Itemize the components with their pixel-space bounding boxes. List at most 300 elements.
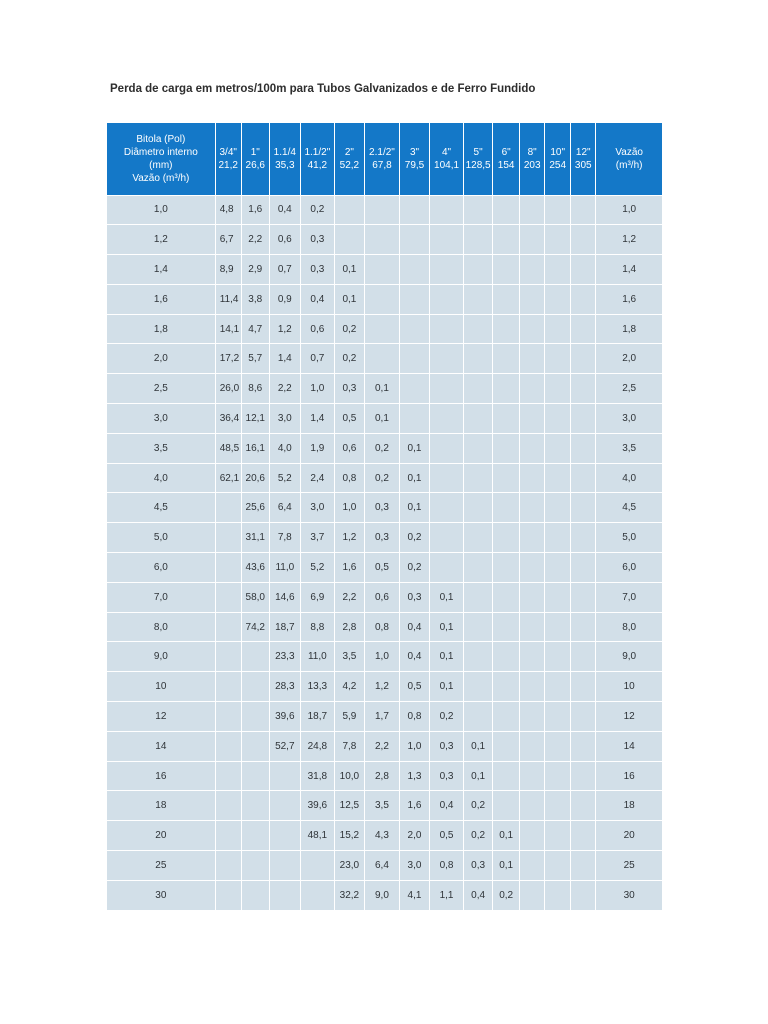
flow-cell-right: 18 xyxy=(596,791,662,821)
flow-cell-right: 8,0 xyxy=(596,612,662,642)
head-loss-cell xyxy=(493,493,520,523)
flow-cell: 6,0 xyxy=(107,553,215,583)
head-loss-cell xyxy=(545,642,571,672)
head-loss-cell: 0,2 xyxy=(464,791,493,821)
head-loss-cell xyxy=(520,702,545,732)
head-loss-cell xyxy=(571,433,596,463)
head-loss-cell xyxy=(399,195,429,225)
flow-cell: 4,0 xyxy=(107,463,215,493)
head-loss-cell: 1,6 xyxy=(241,195,269,225)
head-loss-cell: 1,2 xyxy=(334,523,364,553)
head-loss-cell xyxy=(545,821,571,851)
head-loss-cell xyxy=(215,493,241,523)
head-loss-cell: 0,4 xyxy=(300,284,334,314)
head-loss-cell: 3,0 xyxy=(300,493,334,523)
head-loss-cell: 52,7 xyxy=(269,731,300,761)
table-header-row xyxy=(107,123,662,195)
head-loss-cell: 2,8 xyxy=(364,761,399,791)
head-loss-cell: 4,2 xyxy=(334,672,364,702)
flow-cell-right: 4,5 xyxy=(596,493,662,523)
head-loss-table xyxy=(107,123,662,910)
flow-cell: 8,0 xyxy=(107,612,215,642)
table-row xyxy=(107,761,662,791)
head-loss-cell: 0,6 xyxy=(269,225,300,255)
flow-cell-right: 2,0 xyxy=(596,344,662,374)
head-loss-cell: 14,6 xyxy=(269,582,300,612)
flow-cell-right: 30 xyxy=(596,880,662,910)
head-loss-cell xyxy=(520,255,545,285)
flow-cell-right: 9,0 xyxy=(596,642,662,672)
head-loss-cell xyxy=(571,791,596,821)
header-cell-pipe-size xyxy=(241,123,269,195)
head-loss-cell xyxy=(571,463,596,493)
head-loss-cell xyxy=(520,672,545,702)
head-loss-cell xyxy=(399,344,429,374)
head-loss-cell: 3,7 xyxy=(300,523,334,553)
head-loss-cell: 18,7 xyxy=(269,612,300,642)
head-loss-cell xyxy=(300,880,334,910)
head-loss-cell: 0,2 xyxy=(464,821,493,851)
head-loss-cell xyxy=(520,642,545,672)
header-text: 5" xyxy=(473,146,483,158)
flow-cell-right: 3,5 xyxy=(596,433,662,463)
header-text: Vazão (m³/h) xyxy=(132,172,190,184)
head-loss-cell: 12,5 xyxy=(334,791,364,821)
head-loss-cell xyxy=(520,612,545,642)
header-cell-pipe-size xyxy=(399,123,429,195)
flow-cell: 10 xyxy=(107,672,215,702)
head-loss-cell: 13,3 xyxy=(300,672,334,702)
head-loss-cell xyxy=(493,672,520,702)
head-loss-cell: 32,2 xyxy=(334,880,364,910)
head-loss-cell: 0,3 xyxy=(300,255,334,285)
head-loss-cell xyxy=(215,791,241,821)
head-loss-cell: 0,5 xyxy=(364,553,399,583)
table-body xyxy=(107,195,662,910)
head-loss-cell: 0,5 xyxy=(430,821,464,851)
head-loss-cell xyxy=(430,493,464,523)
head-loss-cell xyxy=(520,463,545,493)
head-loss-cell xyxy=(430,553,464,583)
head-loss-cell xyxy=(493,791,520,821)
head-loss-cell xyxy=(399,284,429,314)
header-text: 6" xyxy=(501,146,511,158)
head-loss-cell: 1,6 xyxy=(334,553,364,583)
head-loss-cell: 0,4 xyxy=(399,612,429,642)
head-loss-cell: 4,0 xyxy=(269,433,300,463)
head-loss-cell: 5,9 xyxy=(334,702,364,732)
head-loss-cell: 1,0 xyxy=(364,642,399,672)
head-loss-cell xyxy=(399,255,429,285)
head-loss-cell xyxy=(520,493,545,523)
head-loss-cell xyxy=(545,374,571,404)
flow-cell-right: 14 xyxy=(596,731,662,761)
head-loss-cell: 5,7 xyxy=(241,344,269,374)
head-loss-cell xyxy=(241,851,269,881)
head-loss-cell: 0,1 xyxy=(399,433,429,463)
table-row xyxy=(107,404,662,434)
table-row xyxy=(107,344,662,374)
head-loss-cell: 0,2 xyxy=(334,344,364,374)
head-loss-cell xyxy=(493,761,520,791)
head-loss-cell xyxy=(215,702,241,732)
head-loss-cell: 1,1 xyxy=(430,880,464,910)
flow-cell: 14 xyxy=(107,731,215,761)
head-loss-cell xyxy=(520,374,545,404)
head-loss-cell: 8,8 xyxy=(300,612,334,642)
head-loss-cell xyxy=(430,284,464,314)
head-loss-cell xyxy=(520,553,545,583)
head-loss-cell: 0,1 xyxy=(464,761,493,791)
head-loss-cell xyxy=(430,523,464,553)
head-loss-cell xyxy=(571,553,596,583)
head-loss-cell xyxy=(241,821,269,851)
header-text: 79,5 xyxy=(404,159,425,171)
head-loss-cell xyxy=(430,404,464,434)
head-loss-cell: 2,2 xyxy=(269,374,300,404)
head-loss-cell xyxy=(241,702,269,732)
head-loss-cell xyxy=(464,225,493,255)
flow-cell-right: 4,0 xyxy=(596,463,662,493)
head-loss-cell xyxy=(364,225,399,255)
head-loss-cell: 48,1 xyxy=(300,821,334,851)
head-loss-cell xyxy=(520,880,545,910)
head-loss-cell xyxy=(520,523,545,553)
flow-cell: 20 xyxy=(107,821,215,851)
head-loss-cell xyxy=(571,612,596,642)
head-loss-cell xyxy=(545,493,571,523)
flow-cell: 2,5 xyxy=(107,374,215,404)
head-loss-cell xyxy=(269,880,300,910)
head-loss-cell: 8,6 xyxy=(241,374,269,404)
head-loss-cell: 0,1 xyxy=(334,255,364,285)
head-loss-cell: 0,9 xyxy=(269,284,300,314)
table-row xyxy=(107,553,662,583)
head-loss-cell: 31,1 xyxy=(241,523,269,553)
head-loss-cell xyxy=(215,612,241,642)
head-loss-cell: 0,3 xyxy=(399,582,429,612)
table-row xyxy=(107,851,662,881)
head-loss-cell xyxy=(571,821,596,851)
table-row xyxy=(107,582,662,612)
header-text: 128,5 xyxy=(465,159,491,171)
head-loss-cell: 1,7 xyxy=(364,702,399,732)
head-loss-cell: 31,8 xyxy=(300,761,334,791)
head-loss-cell: 0,8 xyxy=(364,612,399,642)
head-loss-cell xyxy=(493,463,520,493)
head-loss-cell xyxy=(545,851,571,881)
head-loss-cell: 0,7 xyxy=(300,344,334,374)
head-loss-cell xyxy=(520,195,545,225)
head-loss-cell xyxy=(571,761,596,791)
head-loss-cell xyxy=(520,225,545,255)
flow-cell: 18 xyxy=(107,791,215,821)
flow-cell-right: 1,6 xyxy=(596,284,662,314)
head-loss-cell: 0,3 xyxy=(300,225,334,255)
head-loss-cell: 0,7 xyxy=(269,255,300,285)
header-text: Vazão xyxy=(615,146,643,158)
header-cell-gauge-diameter-flow xyxy=(107,123,215,195)
head-loss-cell: 0,3 xyxy=(430,761,464,791)
head-loss-cell: 0,5 xyxy=(334,404,364,434)
head-loss-cell xyxy=(571,672,596,702)
page-title: Perda de carga em metros/100m para Tubos Galvanizados e de Ferro Fundido xyxy=(110,83,536,95)
header-cell-pipe-size xyxy=(464,123,493,195)
flow-cell-right: 1,4 xyxy=(596,255,662,285)
head-loss-cell xyxy=(493,374,520,404)
head-loss-cell xyxy=(215,642,241,672)
head-loss-cell xyxy=(571,582,596,612)
header-text: Diâmetro interno xyxy=(123,146,198,158)
header-text: 104,1 xyxy=(434,159,460,171)
head-loss-cell xyxy=(430,314,464,344)
head-loss-cell: 1,6 xyxy=(399,791,429,821)
head-loss-cell xyxy=(571,523,596,553)
table-row xyxy=(107,255,662,285)
head-loss-cell xyxy=(215,880,241,910)
head-loss-table-container xyxy=(107,123,662,910)
flow-cell-right: 16 xyxy=(596,761,662,791)
head-loss-cell: 0,1 xyxy=(364,374,399,404)
flow-cell-right: 5,0 xyxy=(596,523,662,553)
head-loss-cell xyxy=(493,642,520,672)
head-loss-cell xyxy=(493,433,520,463)
table-row xyxy=(107,374,662,404)
table-row xyxy=(107,702,662,732)
head-loss-cell xyxy=(545,463,571,493)
head-loss-cell: 39,6 xyxy=(300,791,334,821)
head-loss-cell: 1,0 xyxy=(334,493,364,523)
table-row xyxy=(107,225,662,255)
header-cell-pipe-size xyxy=(215,123,241,195)
head-loss-cell: 7,8 xyxy=(269,523,300,553)
head-loss-cell xyxy=(520,314,545,344)
head-loss-cell: 3,5 xyxy=(334,642,364,672)
header-cell-pipe-size xyxy=(269,123,300,195)
head-loss-cell xyxy=(430,225,464,255)
header-text: 10" xyxy=(550,146,566,158)
head-loss-cell xyxy=(520,821,545,851)
head-loss-cell xyxy=(334,195,364,225)
head-loss-cell xyxy=(520,791,545,821)
head-loss-cell: 8,9 xyxy=(215,255,241,285)
head-loss-cell xyxy=(464,702,493,732)
head-loss-cell: 0,2 xyxy=(493,880,520,910)
flow-cell: 1,0 xyxy=(107,195,215,225)
head-loss-cell xyxy=(571,255,596,285)
head-loss-cell xyxy=(545,255,571,285)
table-row xyxy=(107,642,662,672)
head-loss-cell xyxy=(464,374,493,404)
head-loss-cell xyxy=(215,851,241,881)
table-row xyxy=(107,821,662,851)
head-loss-cell: 11,0 xyxy=(300,642,334,672)
table-row xyxy=(107,612,662,642)
head-loss-cell: 0,1 xyxy=(493,851,520,881)
head-loss-cell: 0,1 xyxy=(364,404,399,434)
header-cell-pipe-size xyxy=(520,123,545,195)
head-loss-cell xyxy=(493,284,520,314)
header-text: 4" xyxy=(441,146,452,158)
head-loss-cell xyxy=(464,493,493,523)
header-text: 2" xyxy=(344,146,354,158)
head-loss-cell xyxy=(464,284,493,314)
head-loss-cell xyxy=(545,433,571,463)
head-loss-cell xyxy=(545,702,571,732)
table-row xyxy=(107,284,662,314)
head-loss-cell xyxy=(493,553,520,583)
head-loss-cell xyxy=(571,314,596,344)
head-loss-cell: 24,8 xyxy=(300,731,334,761)
head-loss-cell: 6,4 xyxy=(364,851,399,881)
head-loss-cell xyxy=(241,761,269,791)
header-cell-pipe-size xyxy=(430,123,464,195)
head-loss-cell xyxy=(545,344,571,374)
head-loss-cell: 0,4 xyxy=(269,195,300,225)
head-loss-cell: 2,0 xyxy=(399,821,429,851)
head-loss-cell: 6,7 xyxy=(215,225,241,255)
head-loss-cell: 36,4 xyxy=(215,404,241,434)
head-loss-cell: 0,1 xyxy=(399,463,429,493)
head-loss-cell: 0,3 xyxy=(364,523,399,553)
head-loss-cell: 62,1 xyxy=(215,463,241,493)
head-loss-cell: 1,2 xyxy=(269,314,300,344)
head-loss-cell xyxy=(399,404,429,434)
head-loss-cell xyxy=(545,284,571,314)
head-loss-cell xyxy=(215,731,241,761)
head-loss-cell xyxy=(464,582,493,612)
head-loss-cell: 0,6 xyxy=(334,433,364,463)
head-loss-cell: 26,0 xyxy=(215,374,241,404)
flow-cell-right: 3,0 xyxy=(596,404,662,434)
head-loss-cell xyxy=(520,433,545,463)
header-text: 52,2 xyxy=(339,159,360,171)
flow-cell-right: 25 xyxy=(596,851,662,881)
header-text: 154 xyxy=(497,159,515,171)
head-loss-cell xyxy=(571,374,596,404)
flow-cell: 12 xyxy=(107,702,215,732)
table-row xyxy=(107,880,662,910)
head-loss-cell: 1,4 xyxy=(300,404,334,434)
table-row xyxy=(107,493,662,523)
table-row xyxy=(107,314,662,344)
header-cell-pipe-size xyxy=(545,123,571,195)
head-loss-cell xyxy=(215,672,241,702)
head-loss-cell: 0,1 xyxy=(334,284,364,314)
head-loss-cell xyxy=(464,404,493,434)
head-loss-cell xyxy=(545,553,571,583)
header-text: 67,8 xyxy=(372,159,392,171)
head-loss-cell: 0,4 xyxy=(399,642,429,672)
head-loss-cell: 3,0 xyxy=(269,404,300,434)
head-loss-cell: 20,6 xyxy=(241,463,269,493)
table-row xyxy=(107,791,662,821)
head-loss-cell: 3,0 xyxy=(399,851,429,881)
head-loss-cell: 0,6 xyxy=(300,314,334,344)
head-loss-cell xyxy=(241,642,269,672)
head-loss-cell xyxy=(493,314,520,344)
table-row xyxy=(107,523,662,553)
flow-cell: 4,5 xyxy=(107,493,215,523)
head-loss-cell xyxy=(520,582,545,612)
head-loss-cell: 2,2 xyxy=(364,731,399,761)
header-text: (mm) xyxy=(149,159,173,171)
head-loss-cell: 25,6 xyxy=(241,493,269,523)
head-loss-cell xyxy=(520,404,545,434)
header-text: 3" xyxy=(409,146,420,158)
head-loss-cell xyxy=(430,195,464,225)
head-loss-cell: 12,1 xyxy=(241,404,269,434)
flow-cell-right: 1,2 xyxy=(596,225,662,255)
head-loss-cell: 2,2 xyxy=(241,225,269,255)
head-loss-cell: 0,8 xyxy=(430,851,464,881)
head-loss-cell xyxy=(545,731,571,761)
head-loss-cell: 0,2 xyxy=(399,553,429,583)
head-loss-cell xyxy=(571,404,596,434)
header-text: 26,6 xyxy=(245,159,265,171)
header-text: 12" xyxy=(575,146,591,158)
header-cell-pipe-size xyxy=(300,123,334,195)
header-text: 1" xyxy=(250,146,260,158)
head-loss-cell xyxy=(545,225,571,255)
head-loss-cell: 3,8 xyxy=(241,284,269,314)
head-loss-cell xyxy=(464,553,493,583)
head-loss-cell xyxy=(571,493,596,523)
head-loss-cell xyxy=(464,523,493,553)
head-loss-cell xyxy=(571,851,596,881)
head-loss-cell: 58,0 xyxy=(241,582,269,612)
head-loss-cell xyxy=(493,702,520,732)
flow-cell: 7,0 xyxy=(107,582,215,612)
head-loss-cell xyxy=(269,821,300,851)
head-loss-cell: 74,2 xyxy=(241,612,269,642)
head-loss-cell xyxy=(269,851,300,881)
head-loss-cell xyxy=(545,672,571,702)
head-loss-cell: 0,6 xyxy=(364,582,399,612)
head-loss-cell xyxy=(545,880,571,910)
head-loss-cell: 0,3 xyxy=(364,493,399,523)
head-loss-cell: 4,8 xyxy=(215,195,241,225)
table-row xyxy=(107,463,662,493)
head-loss-cell: 0,8 xyxy=(399,702,429,732)
head-loss-cell: 23,0 xyxy=(334,851,364,881)
head-loss-cell: 1,0 xyxy=(399,731,429,761)
flow-cell: 3,0 xyxy=(107,404,215,434)
header-text: 8" xyxy=(527,146,537,158)
head-loss-cell xyxy=(520,851,545,881)
head-loss-cell: 2,2 xyxy=(334,582,364,612)
header-text: 35,3 xyxy=(275,159,295,171)
head-loss-cell: 2,8 xyxy=(334,612,364,642)
head-loss-cell xyxy=(493,523,520,553)
flow-cell-right: 7,0 xyxy=(596,582,662,612)
head-loss-cell: 23,3 xyxy=(269,642,300,672)
head-loss-cell: 7,8 xyxy=(334,731,364,761)
flow-cell-right: 1,0 xyxy=(596,195,662,225)
head-loss-cell xyxy=(571,731,596,761)
header-cell-pipe-size xyxy=(364,123,399,195)
head-loss-cell xyxy=(545,195,571,225)
head-loss-cell xyxy=(545,582,571,612)
head-loss-cell xyxy=(545,612,571,642)
head-loss-cell xyxy=(269,791,300,821)
table-row xyxy=(107,433,662,463)
header-text: (m³/h) xyxy=(615,159,643,171)
head-loss-cell xyxy=(545,791,571,821)
head-loss-cell: 4,7 xyxy=(241,314,269,344)
head-loss-cell: 11,4 xyxy=(215,284,241,314)
header-text: 41,2 xyxy=(307,159,328,171)
